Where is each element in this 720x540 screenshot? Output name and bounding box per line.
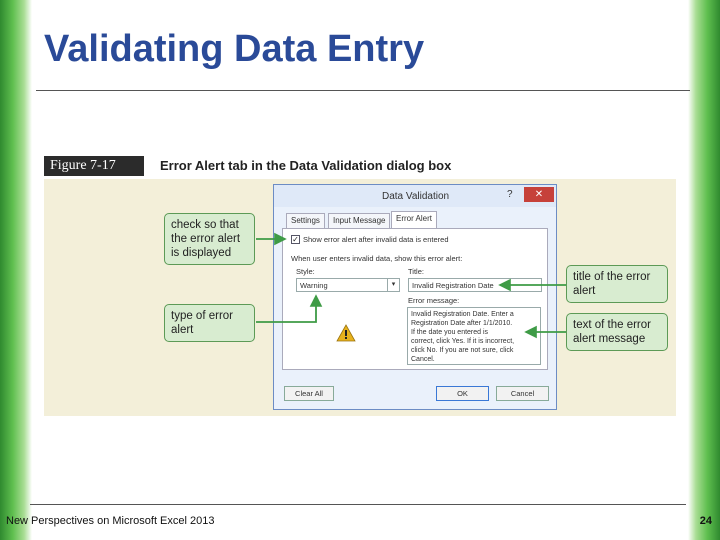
tab-error-alert[interactable]: Error Alert <box>391 211 437 228</box>
title-input[interactable]: Invalid Registration Date <box>408 278 542 292</box>
message-label: Error message: <box>408 296 460 305</box>
checkbox-label: Show error alert after invalid data is entered <box>303 235 449 244</box>
arrow-style <box>256 296 316 322</box>
help-button[interactable]: ? <box>507 189 513 200</box>
slide-title: Validating Data Entry <box>44 28 425 70</box>
footer-text: New Perspectives on Microsoft Excel 2013 <box>6 515 215 527</box>
when-label: When user enters invalid data, show this error alert: <box>291 254 463 263</box>
callout-alert-title: title of the error alert <box>566 265 668 303</box>
ok-button[interactable]: OK <box>436 386 489 401</box>
figure-tag: Figure 7-17 <box>44 156 144 176</box>
dialog-title: Data Validation <box>382 191 450 202</box>
tab-input-message[interactable]: Input Message <box>328 213 390 228</box>
style-label: Style: <box>296 267 315 276</box>
page-number: 24 <box>699 515 712 527</box>
figure-caption: Error Alert tab in the Data Validation dialog box <box>160 158 452 173</box>
tab-settings[interactable]: Settings <box>286 213 325 228</box>
error-message-textarea[interactable]: Invalid Registration Date. Enter a Registration Date after 1/1/2010. If the date you entered is correct, click Yes. If it is incorrect, click No. If you are not sure, click Cancel. <box>407 307 541 365</box>
show-error-checkbox[interactable]: ✓ <box>292 235 299 244</box>
close-button[interactable]: ✕ <box>524 187 554 202</box>
style-value: Warning <box>300 281 328 290</box>
cancel-button[interactable]: Cancel <box>496 386 549 401</box>
title-label: Title: <box>408 267 424 276</box>
callout-alert-type: type of error alert <box>164 304 255 342</box>
callout-alert-message: text of the error alert message <box>566 313 668 351</box>
footer-divider <box>30 504 686 505</box>
chevron-down-icon: ▾ <box>387 279 399 291</box>
callout-checkbox: check so that the error alert is displayed <box>164 213 255 265</box>
clear-all-button[interactable]: Clear All <box>284 386 334 401</box>
